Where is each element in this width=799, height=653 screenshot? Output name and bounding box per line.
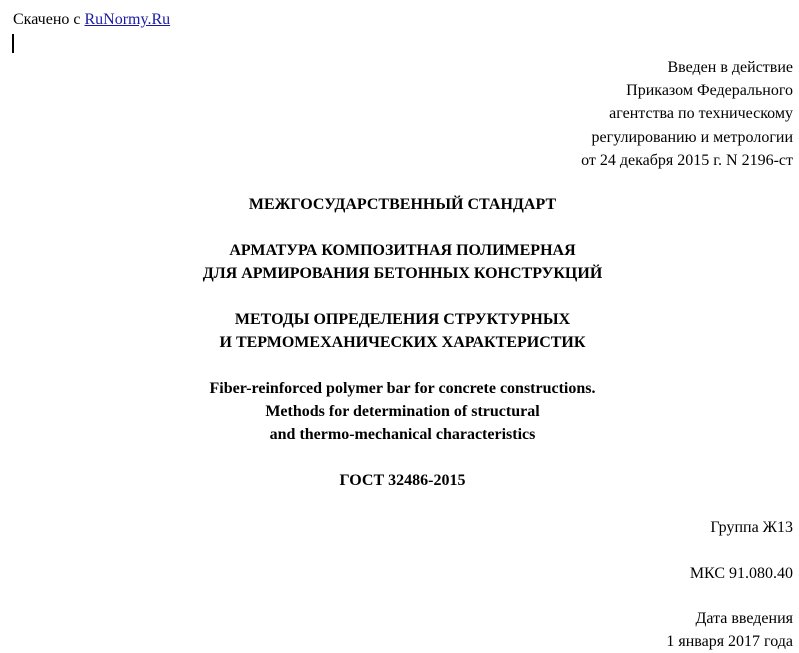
enactment-line: Введен в действие: [667, 59, 793, 76]
title-ru-primary: [6, 239, 799, 285]
enactment-line: от 24 декабря 2015 г. N 2196-ст: [581, 151, 793, 169]
title-ru-line: МЕТОДЫ ОПРЕДЕЛЕНИЯ СТРУКТУРНЫХ: [234, 311, 571, 328]
title-ru-line: ДЛЯ АРМИРОВАНИЯ БЕТОННЫХ КОНСТРУКЦИЙ: [202, 265, 603, 282]
effective-date-block: [666, 607, 793, 653]
enactment-line: регулированию и метрологии: [591, 128, 793, 146]
title-ru-line: АРМАТУРА КОМПОЗИТНАЯ ПОЛИМЕРНАЯ: [229, 242, 576, 259]
title-en-line: and thermo-mechanical characteristics: [269, 426, 536, 443]
gost-number: ГОСТ 32486-2015: [339, 472, 466, 489]
group-code: Группа Ж13: [710, 519, 793, 536]
title-ru-secondary: [6, 308, 799, 354]
effective-date-value: 1 января 2017 года: [666, 633, 793, 651]
group-block: [710, 516, 793, 539]
enactment-line: Приказом Федерального: [626, 82, 793, 100]
source-line: [13, 8, 170, 31]
title-ru-line: И ТЕРМОМЕХАНИЧЕСКИХ ХАРАКТЕРИСТИК: [219, 334, 586, 351]
enactment-line: агентства по техническому: [609, 105, 793, 123]
title-en: [6, 377, 799, 446]
source-prefix: Скачено с: [13, 11, 81, 28]
mks-block: [690, 562, 793, 585]
title-en-line: Methods for determination of structural: [265, 403, 540, 420]
gost-number-heading: [6, 469, 799, 492]
effective-date-label: Дата введения: [695, 610, 793, 627]
standard-type: МЕЖГОСУДАРСТВЕННЫЙ СТАНДАРТ: [248, 196, 557, 213]
runormy-link[interactable]: RuNormy.Ru: [84, 11, 171, 28]
mks-code: МКС 91.080.40: [689, 565, 793, 582]
enactment-block: [581, 56, 793, 172]
title-en-line: Fiber-reinforced polymer bar for concrete constructions.: [209, 380, 596, 397]
standard-type-heading: [6, 193, 799, 216]
text-cursor: [12, 34, 14, 53]
